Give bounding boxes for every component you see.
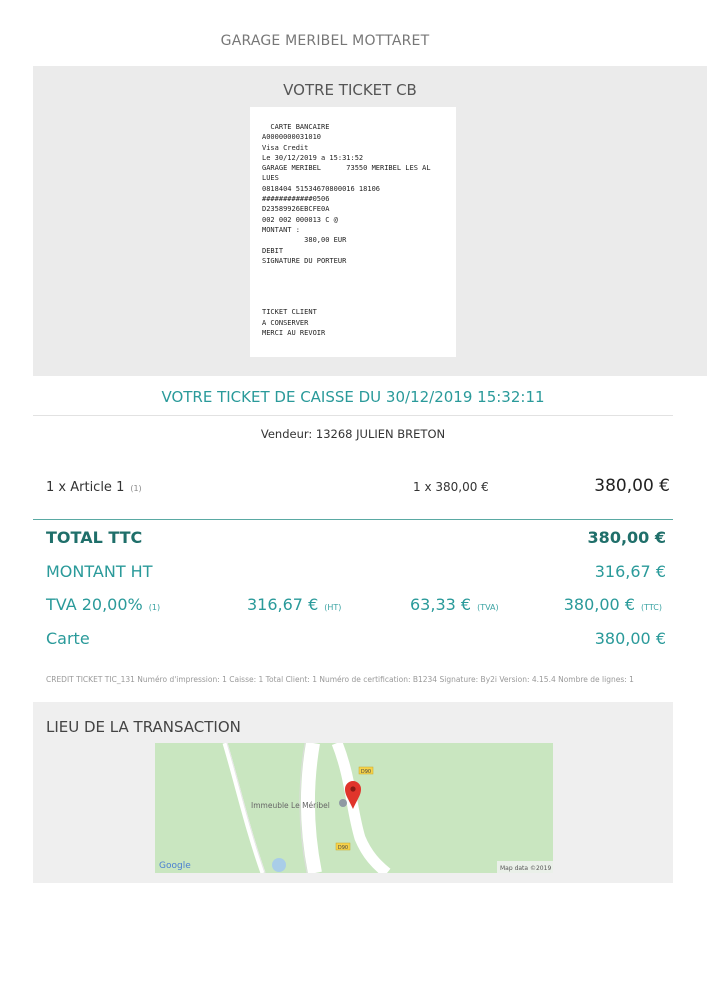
article-row xyxy=(46,476,670,498)
receipt-line: Visa Credit xyxy=(262,143,309,152)
amount-ht-label: MONTANT HT xyxy=(46,562,153,581)
total-ttc-value: 380,00 € xyxy=(587,528,666,547)
receipt-line: 380,00 EUR xyxy=(262,236,347,245)
vat-label-cell xyxy=(46,595,160,614)
card-receipt xyxy=(250,107,456,357)
article-name-cell xyxy=(46,480,142,495)
card-ticket-title: VOTRE TICKET CB xyxy=(283,81,417,99)
article-note: (1) xyxy=(130,484,142,493)
receipt-line xyxy=(262,297,456,307)
article-quantity-price: 1 x 380,00 € xyxy=(413,480,489,494)
payment-label: Carte xyxy=(46,629,90,648)
vat-base-amount: 316,67 € xyxy=(247,595,319,614)
card-ticket-panel xyxy=(33,66,707,376)
map-place-label: Immeuble Le Méribel xyxy=(251,801,330,810)
vat-amount-cell xyxy=(410,595,499,614)
vat-amount: 63,33 € xyxy=(410,595,472,614)
receipt-line: TICKET CLIENT xyxy=(262,308,317,317)
payment-row xyxy=(46,629,666,651)
receipt-line: MERCI AU REVOIR xyxy=(262,328,326,337)
receipt-line: A CONSERVER xyxy=(262,318,309,327)
vat-amount-note: (TVA) xyxy=(477,603,499,612)
receipt-line: 0818404 51534670800016 18106 xyxy=(262,184,381,193)
receipt-line: CARTE BANCAIRE xyxy=(262,123,330,131)
transaction-location-panel xyxy=(33,702,673,883)
seller-info: Vendeur: 13268 JULIEN BRETON xyxy=(260,427,446,441)
receipt-line: MONTANT : xyxy=(262,225,300,234)
vat-row xyxy=(46,595,666,617)
road-label-2: D90 xyxy=(337,845,349,851)
totals-divider xyxy=(33,519,673,520)
vat-ttc-note: (TTC) xyxy=(641,603,662,612)
receipt-line: LUES xyxy=(262,174,279,183)
payment-value: 380,00 € xyxy=(594,629,666,648)
receipt-line: DEBIT xyxy=(262,246,284,255)
map-copyright: Map data ©2019 xyxy=(500,865,552,872)
location-map[interactable] xyxy=(155,743,553,873)
receipt-line xyxy=(262,287,456,297)
receipt-line: A0000000031010 xyxy=(262,133,322,142)
map-water xyxy=(272,858,286,872)
road-label-1: D90 xyxy=(360,769,372,775)
vat-base-cell xyxy=(247,595,341,614)
receipt-line: 002 002 000013 C @ xyxy=(262,215,338,224)
receipt-line xyxy=(262,276,456,286)
vat-note: (1) xyxy=(148,603,161,612)
receipt-line: SIGNATURE DU PORTEUR xyxy=(262,256,347,265)
ticket-footnote: CREDIT TICKET TIC_131 Numéro d'impression: 1 Caisse: 1 Total Client: 1 Numéro de certification: B1234 Signature: By2i Version: 4.15.4 Nombre de lignes: 1 xyxy=(46,675,634,684)
receipt-line xyxy=(262,266,456,276)
vat-base-note: (HT) xyxy=(324,603,342,612)
article-name: 1 x Article 1 xyxy=(46,480,125,495)
map-pin-dot xyxy=(350,786,355,791)
map-canvas xyxy=(155,743,553,873)
google-logo: Google xyxy=(159,861,191,871)
amount-ht-value: 316,67 € xyxy=(594,562,666,581)
receipt-line: ############0506 xyxy=(262,195,330,204)
place-marker-icon xyxy=(339,799,347,807)
merchant-name: GARAGE MERIBEL MOTTARET xyxy=(220,33,430,49)
total-ttc-label: TOTAL TTC xyxy=(46,528,143,547)
receipt-line: D23589926EBCFE0A xyxy=(262,205,330,214)
receipt-line: GARAGE MERIBEL 73550 MERIBEL LES AL xyxy=(262,164,431,173)
amount-ht-row xyxy=(46,562,666,584)
location-title: LIEU DE LA TRANSACTION xyxy=(46,718,241,736)
receipt-line: Le 30/12/2019 a 15:31:52 xyxy=(262,153,364,162)
vat-label: TVA 20,00% xyxy=(46,595,143,614)
article-total: 380,00 € xyxy=(594,476,670,496)
vat-ttc-amount: 380,00 € xyxy=(563,595,635,614)
divider xyxy=(33,415,673,416)
vat-ttc-cell xyxy=(564,595,662,614)
cash-ticket-title: VOTRE TICKET DE CAISSE DU 30/12/2019 15:32:11 xyxy=(161,388,545,406)
